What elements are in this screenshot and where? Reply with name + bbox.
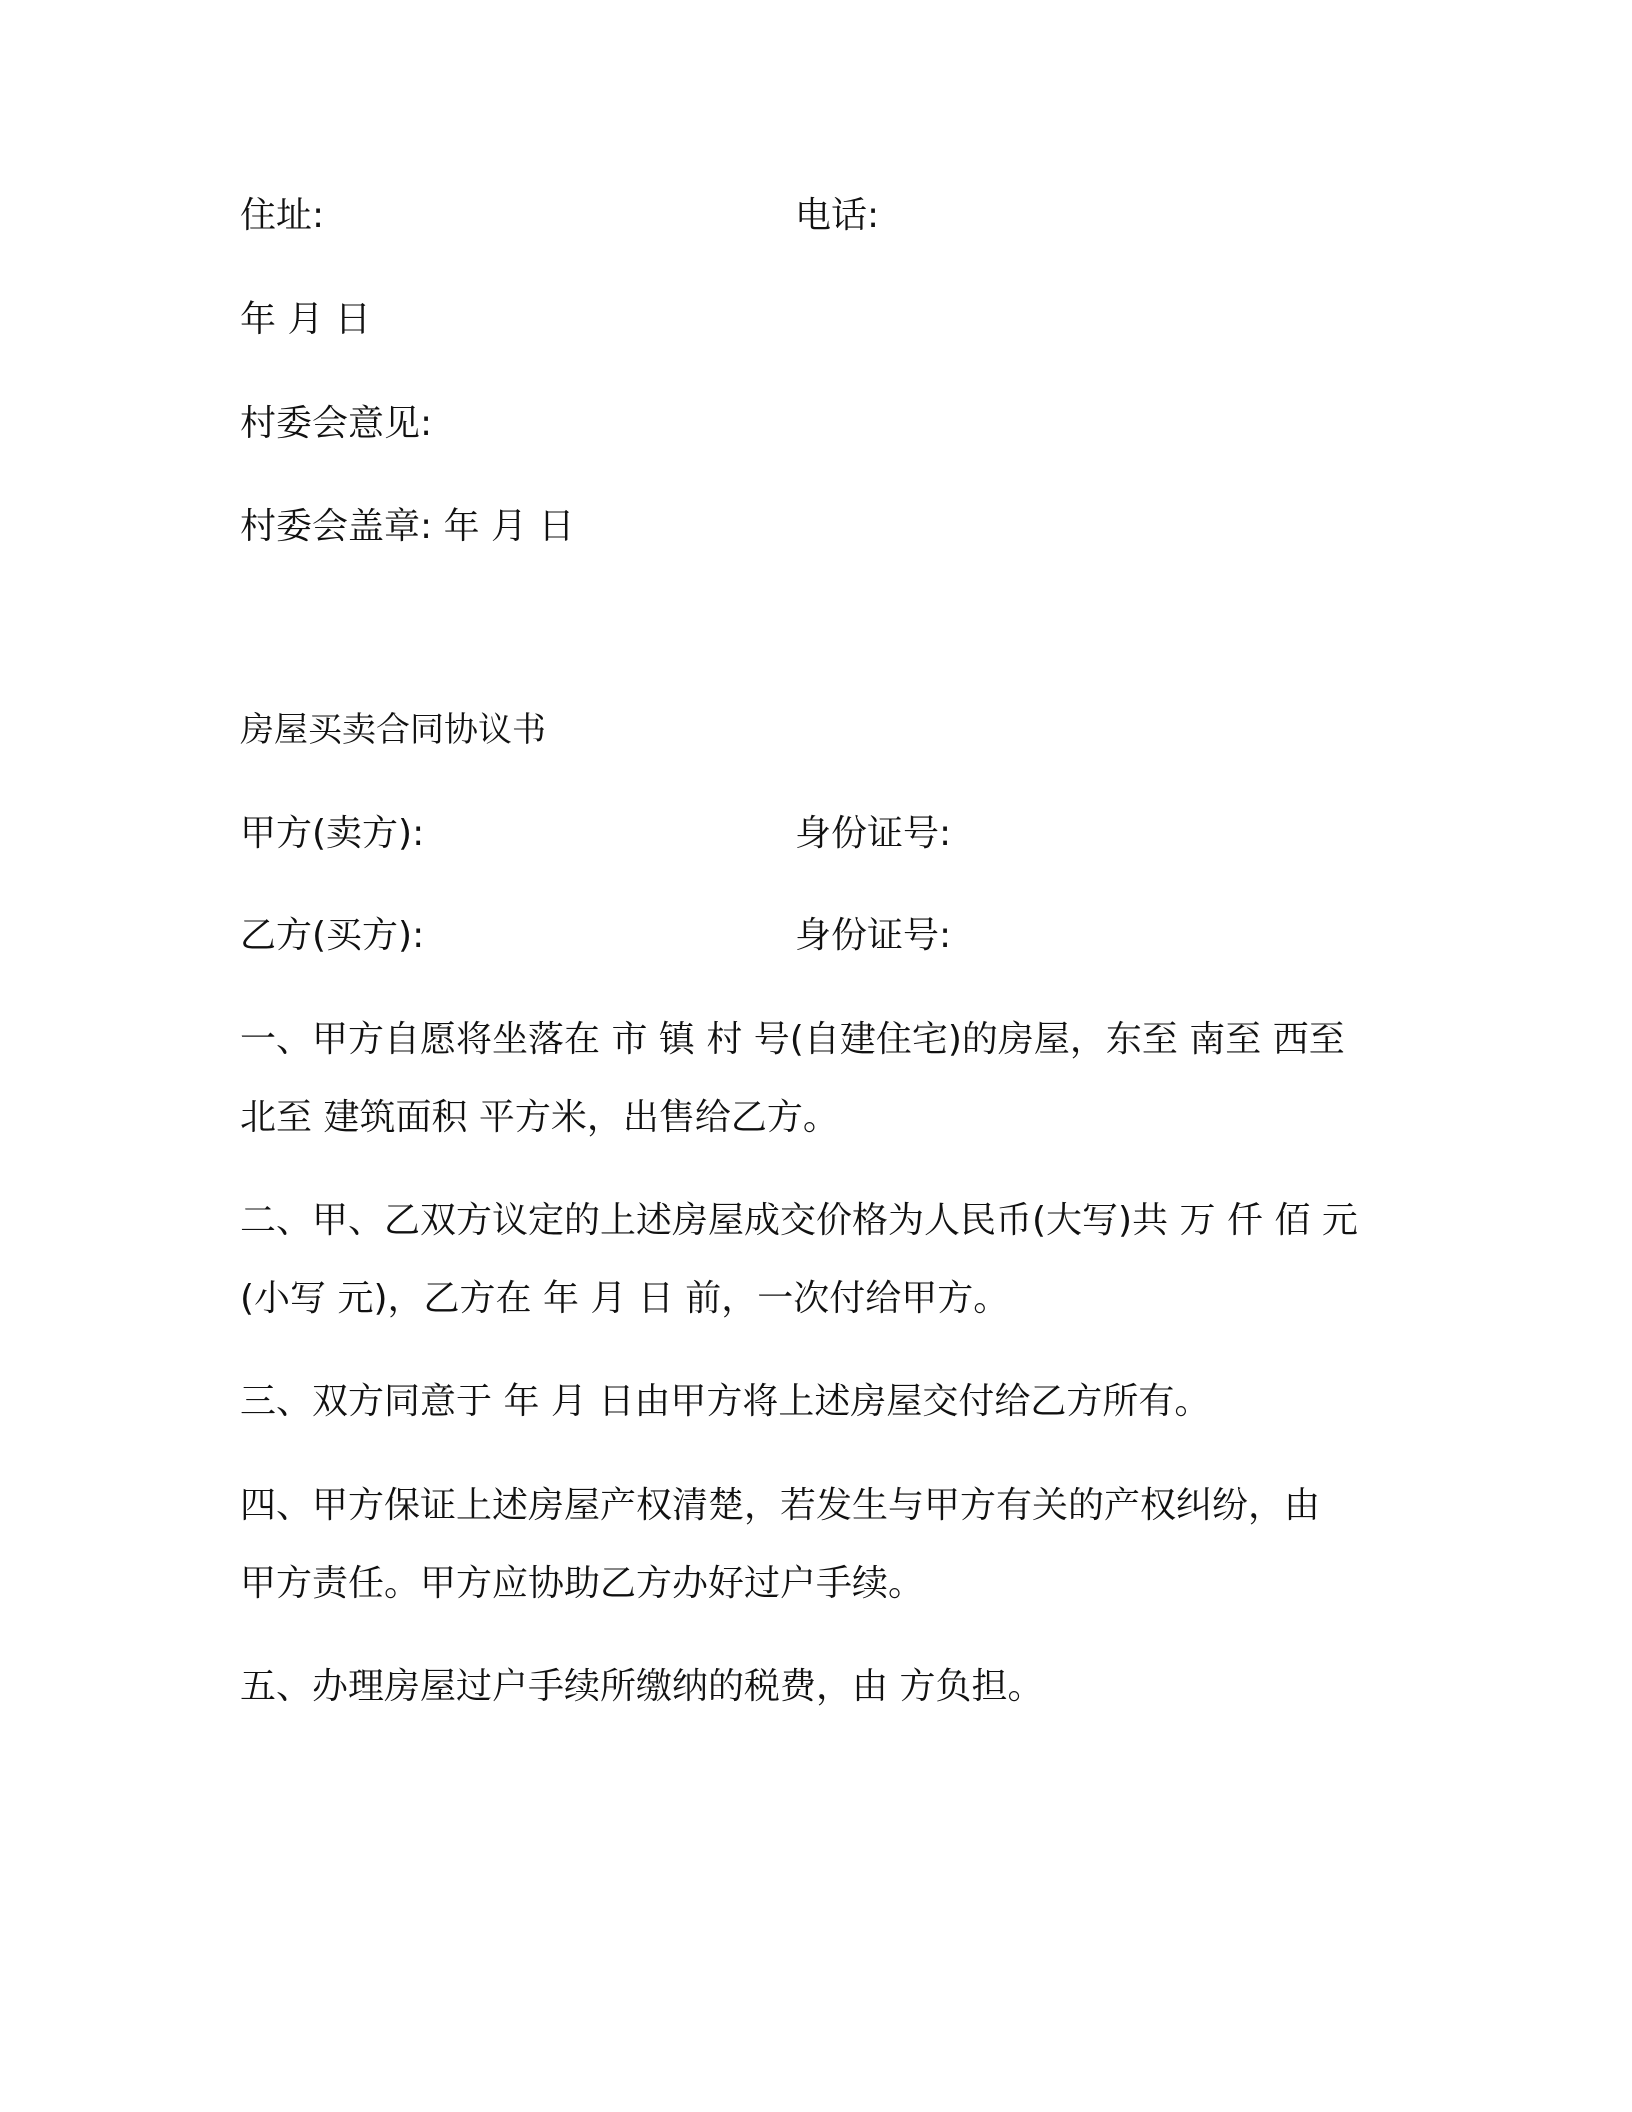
clause-4-line-2: 甲方责任。甲方应协助乙方办好过户手续。 [240,1563,925,1604]
date-line: 年 月 日 [240,299,371,340]
clause-1-line-1: 一、甲方自愿将坐落在 市 镇 村 号(自建住宅)的房屋，东至 南至 西至 [240,1019,1345,1060]
village-seal-label: 村委会盖章: 年 月 日 [240,506,575,547]
clause-5-line-1: 五、办理房屋过户手续所缴纳的税费，由 方负担。 [240,1666,1044,1707]
clause-2-line-2: (小写 元)，乙方在 年 月 日 前，一次付给甲方。 [240,1278,1010,1319]
clause-5 [240,1648,1400,1726]
address-label: 住址: [240,195,325,236]
party-b-label: 乙方(买方): [240,915,425,956]
party-a-id-label: 身份证号: [795,813,952,854]
clause-3 [240,1363,1400,1441]
clause-2 [240,1182,1400,1338]
contract-title: 房屋买卖合同协议书 [240,710,546,750]
village-opinion-label: 村委会意见: [240,403,433,444]
clause-1-line-2: 北至 建筑面积 平方米，出售给乙方。 [240,1097,839,1138]
clause-3-line-1: 三、双方同意于 年 月 日由甲方将上述房屋交付给乙方所有。 [240,1381,1211,1422]
phone-label: 电话: [795,195,880,236]
party-b-id-label: 身份证号: [795,915,952,956]
clause-2-line-1: 二、甲、乙双方议定的上述房屋成交价格为人民币(大写)共 万 仟 佰 元 [240,1200,1358,1241]
clause-4-line-1: 四、甲方保证上述房屋产权清楚，若发生与甲方有关的产权纠纷，由 [240,1485,1321,1526]
party-a-label: 甲方(卖方): [240,813,425,854]
clause-4 [240,1467,1400,1623]
clause-1 [240,1001,1400,1157]
